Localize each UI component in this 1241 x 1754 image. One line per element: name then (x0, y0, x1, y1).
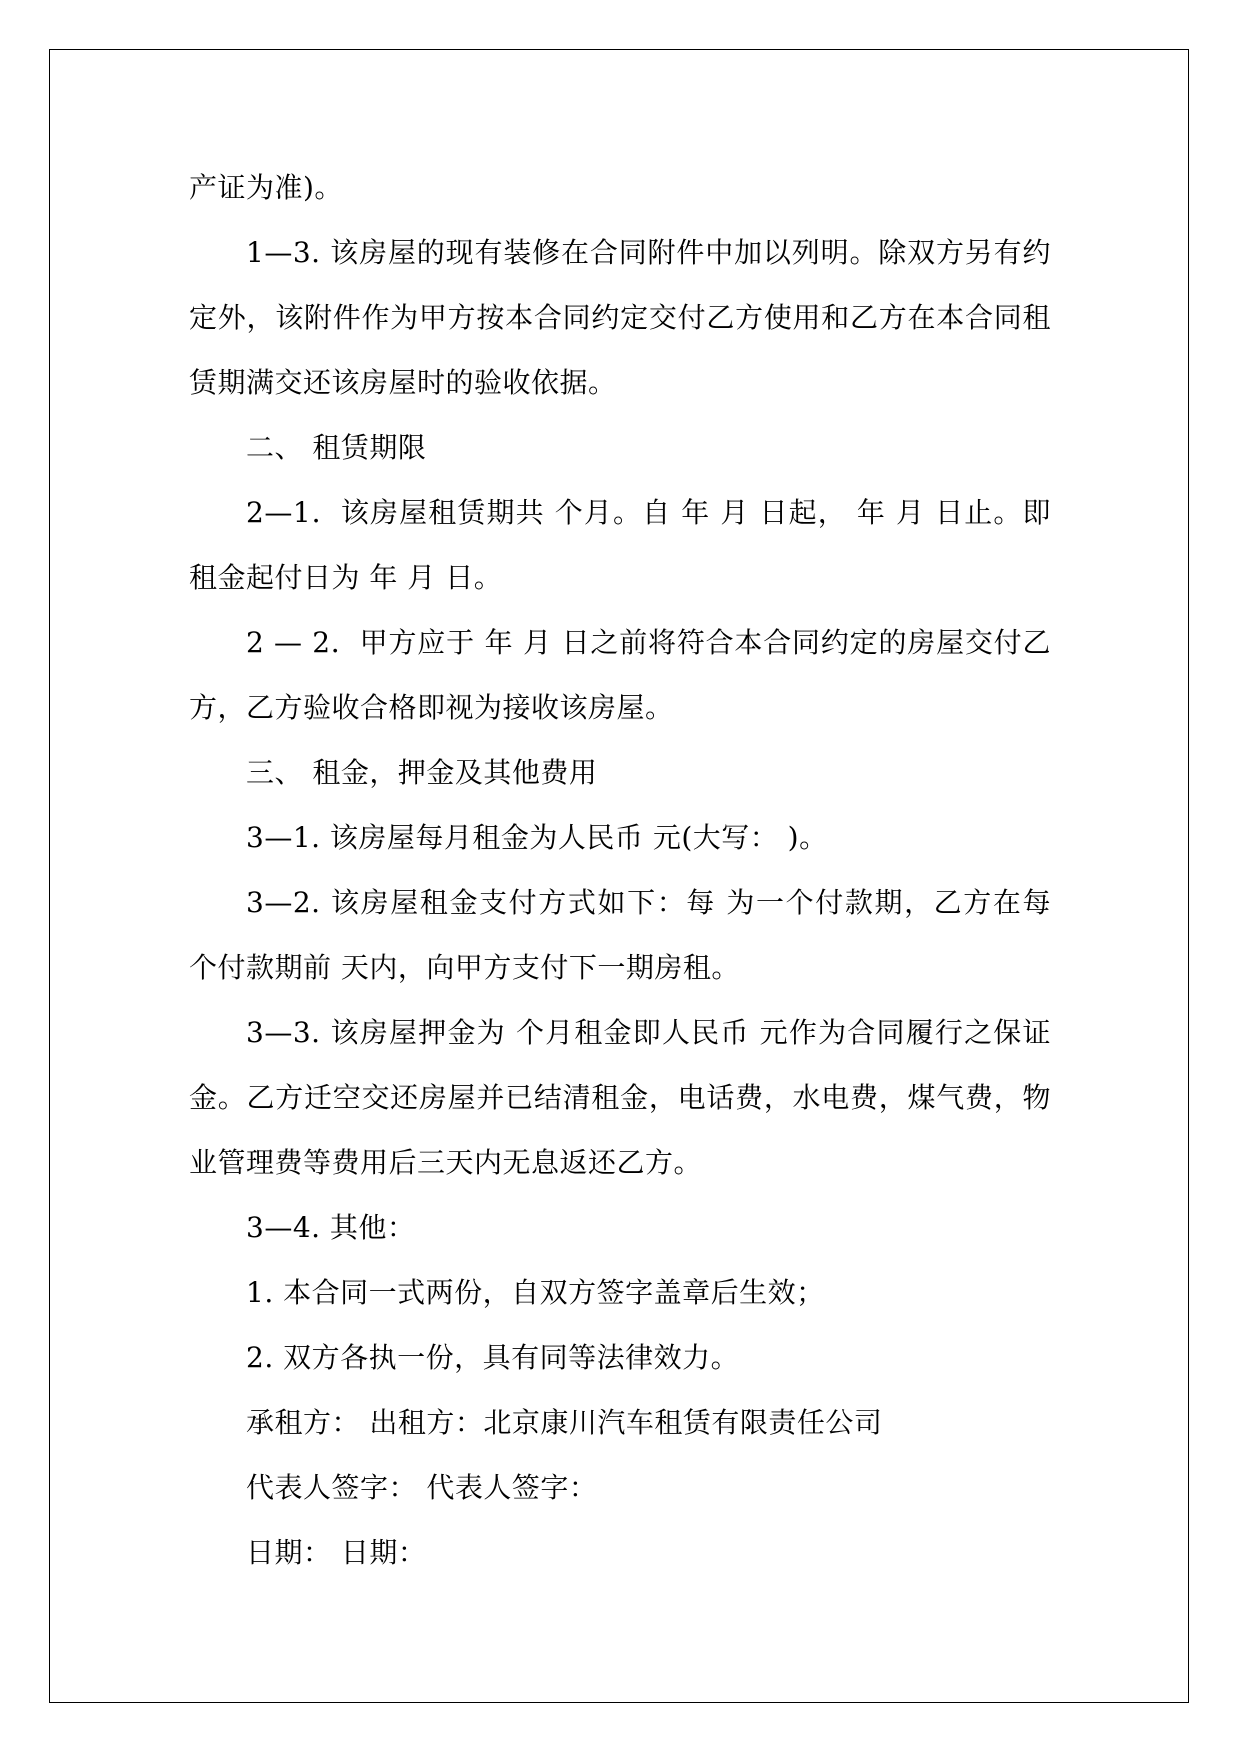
document-body (189, 155, 1051, 1585)
list-item-2: 2. 双方各执一份，具有同等法律效力。 (246, 1341, 740, 1374)
paragraph-clause-1-3: 1—3. 该房屋的现有装修在合同附件中加以列明。除双方另有约定外，该附件作为甲方按本合同约定交付乙方使用和乙方在本合同租赁期满交还该房屋时的验收依据。 (189, 236, 1051, 399)
paragraph-clause-3-1: 3—1. 该房屋每月租金为人民币 元(大写： )。 (246, 821, 828, 854)
paragraph-continuation: 产证为准)。 (189, 171, 343, 204)
signature-representatives: 代表人签字： 代表人签字： (246, 1471, 598, 1504)
section-heading-lease-term: 二、 租赁期限 (246, 431, 427, 464)
paragraph-clause-2-1: 2—1．该房屋租赁期共 个月。自 年 月 日起， 年 月 日止。即租金起付日为 年 月 日。 (189, 496, 1051, 594)
list-item-1: 1. 本合同一式两份，自双方签字盖章后生效； (246, 1276, 825, 1309)
paragraph-clause-3-3: 3—3. 该房屋押金为 个月租金即人民币 元作为合同履行之保证金。乙方迁空交还房屋并已结清租金，电话费，水电费，煤气费，物业管理费等费用后三天内无息返还乙方。 (189, 1016, 1051, 1179)
signature-parties: 承租方： 出租方：北京康川汽车租赁有限责任公司 (246, 1406, 883, 1439)
section-heading-rent-deposit: 三、 租金，押金及其他费用 (246, 756, 598, 789)
paragraph-clause-3-4: 3—4. 其他： (246, 1211, 416, 1244)
signature-dates: 日期： 日期： (246, 1536, 427, 1569)
paragraph-clause-3-2: 3—2. 该房屋租金支付方式如下：每 为一个付款期，乙方在每个付款期前 天内，向甲方支付下一期房租。 (189, 886, 1051, 984)
paragraph-clause-2-2: 2 — 2．甲方应于 年 月 日之前将符合本合同约定的房屋交付乙方，乙方验收合格即视为接收该房屋。 (189, 626, 1051, 724)
